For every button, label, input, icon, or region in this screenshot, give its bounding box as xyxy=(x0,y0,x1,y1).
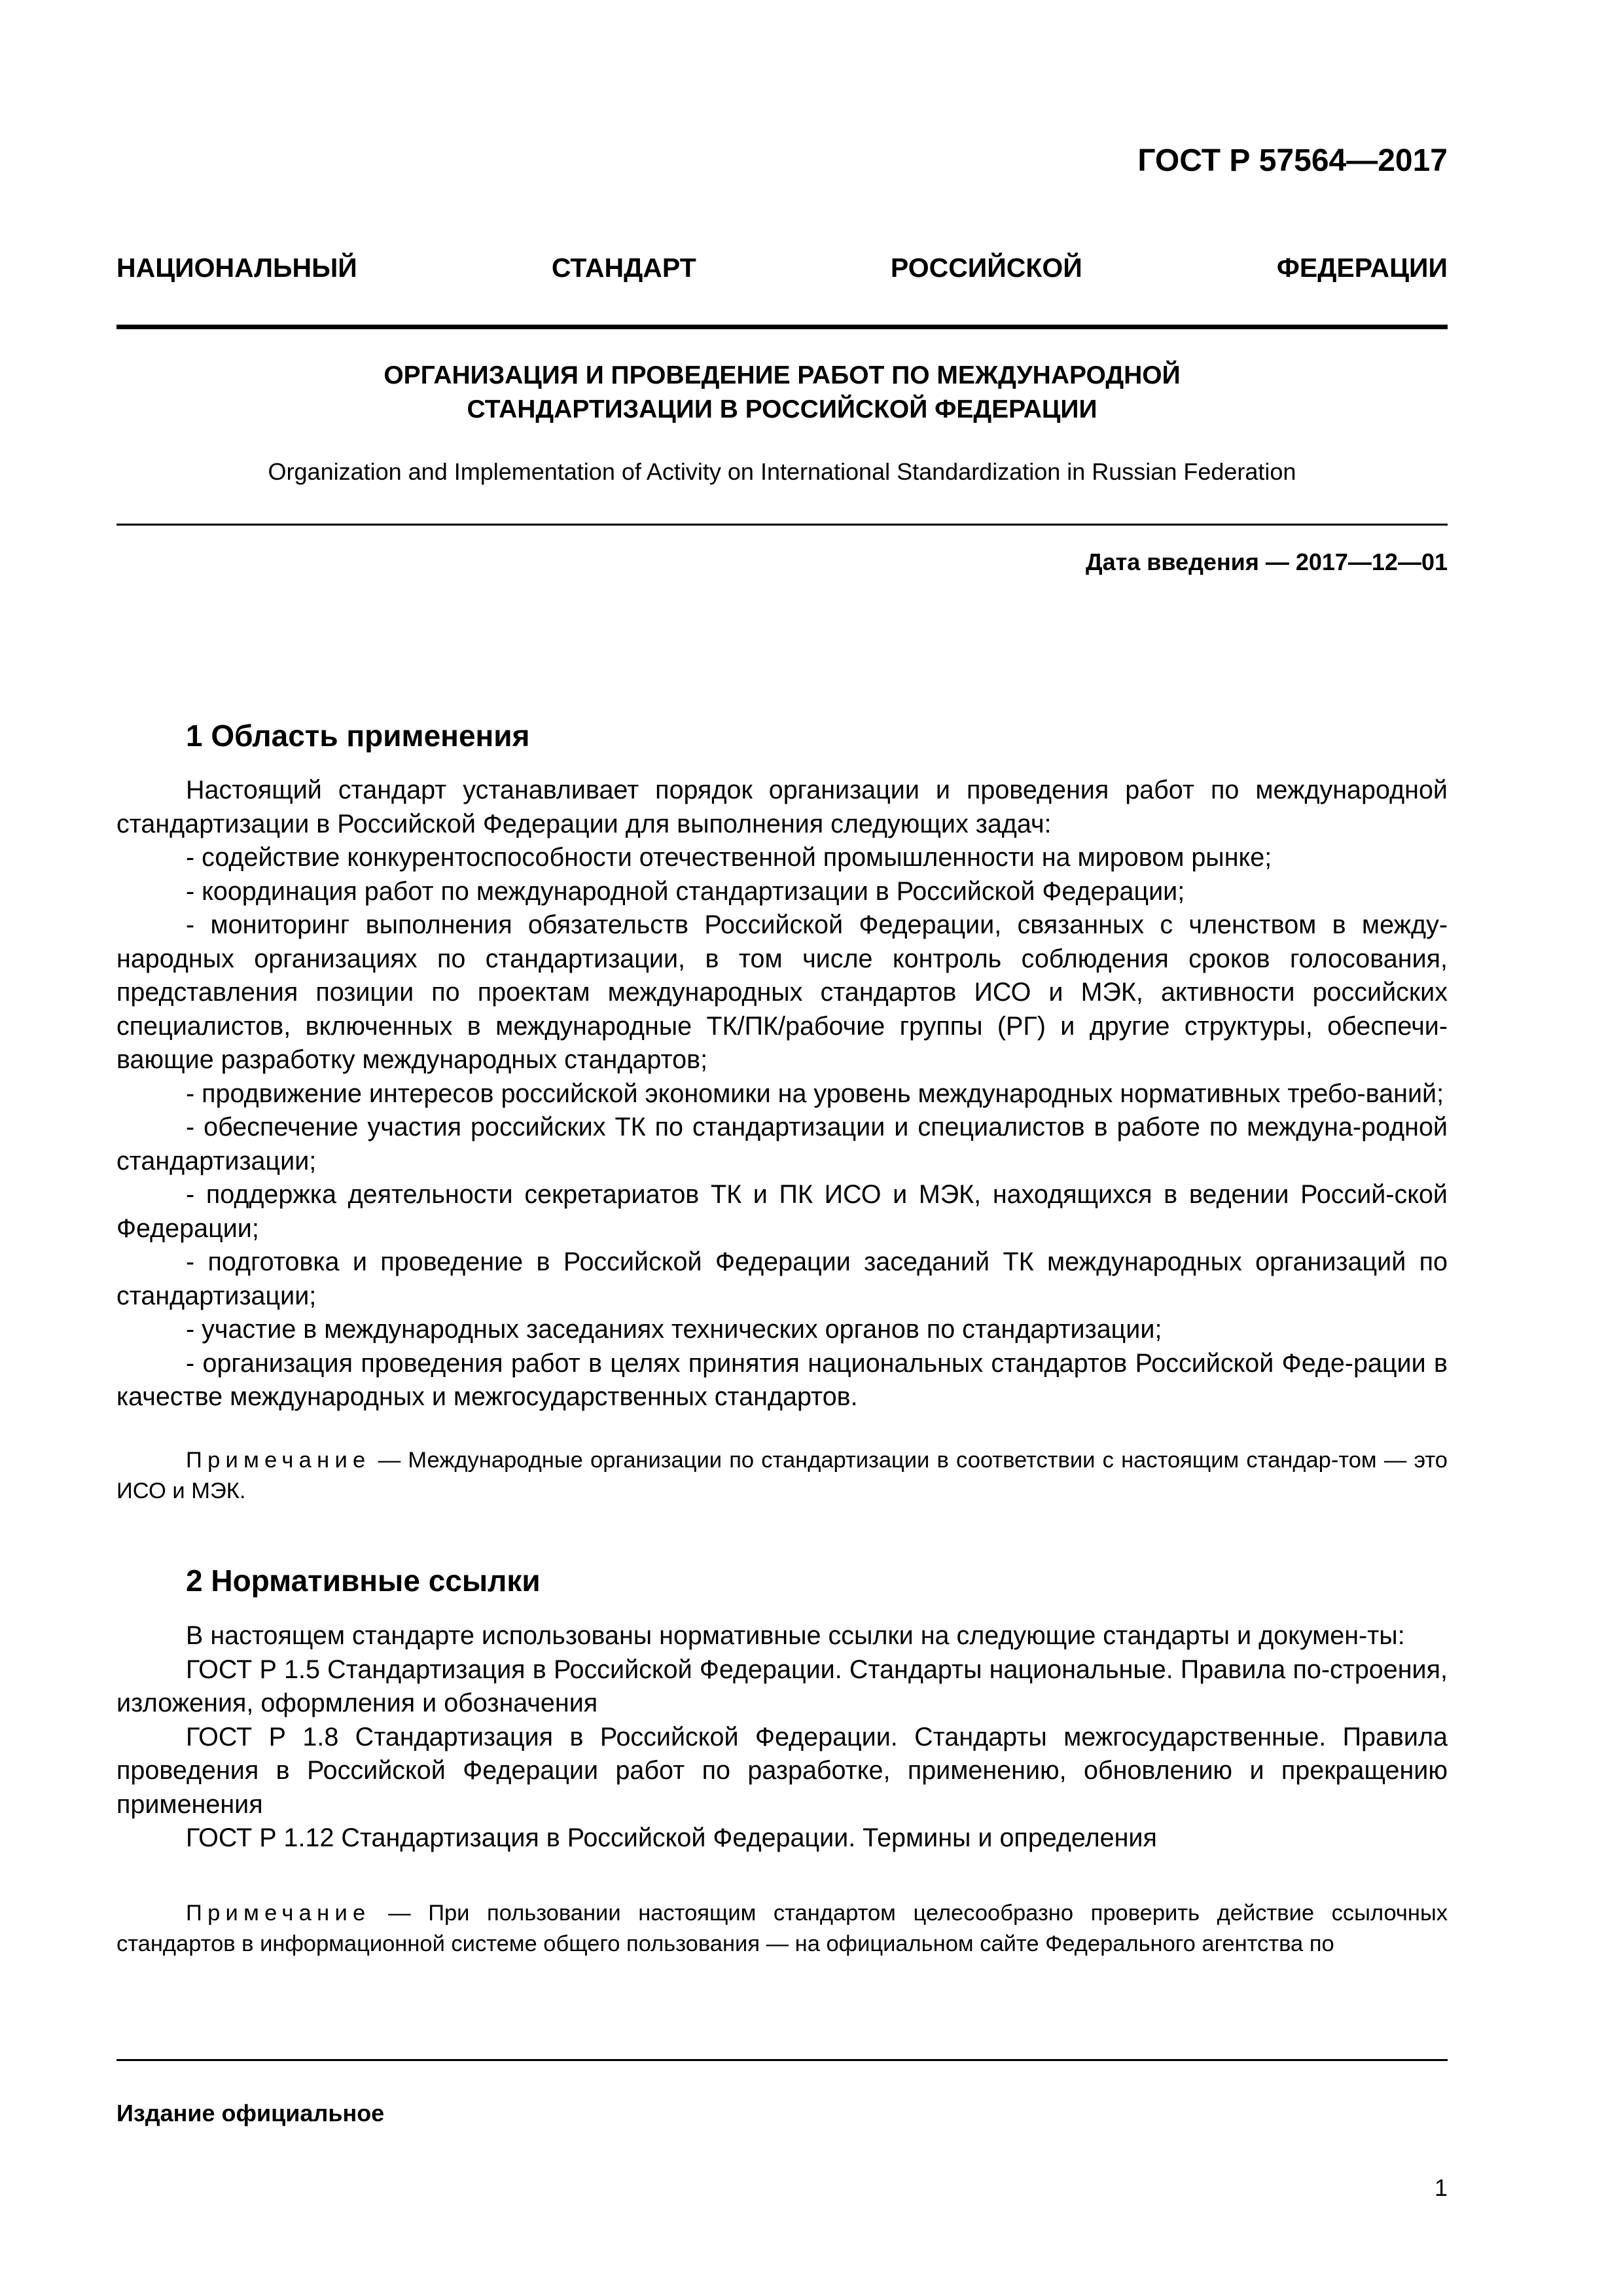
document-title-en: Organization and Implementation of Activity on International Standardization in Russian Federation xyxy=(268,458,1296,485)
document-title-ru xyxy=(116,359,1448,427)
section-1-note xyxy=(116,1445,1448,1507)
section-1-list-item: - продвижение интересов российской экономики на уровень международных нормативных требо-ваний; xyxy=(186,1079,1444,1108)
title-ru-line-2: СТАНДАРТИЗАЦИИ В РОССИЙСКОЙ ФЕДЕРАЦИИ xyxy=(467,395,1097,423)
normative-reference: ГОСТ Р 1.8 Стандартизация в Российской Федерации. Стандарты межгосударственные. Правила проведения в Российской Федерации работ по разработке, применению, обновлению и прекращению применения xyxy=(116,1722,1448,1819)
section-1-list-item: - координация работ по международной стандартизации в Российской Федерации; xyxy=(186,876,1185,906)
note-text: — При пользовании настоящим стандартом целесообразно проверить действие ссылочных стандартов в информационной системе общего пользования — на официальном сайте Федерального агентства по xyxy=(116,1901,1448,1956)
note-label: Примечание xyxy=(186,1901,371,1926)
section-1-heading: 1 Область применения xyxy=(186,719,530,753)
section-1-list-item: - поддержка деятельности секретариатов ТК и ПК ИСО и МЭК, находящихся в ведении Россий-ской Федерации; xyxy=(116,1180,1448,1243)
section-2-note xyxy=(116,1898,1448,1960)
footer-divider xyxy=(116,2059,1448,2061)
section-2-paragraph: В настоящем стандарте использованы нормативные ссылки на следующие стандарты и докумен-ты: xyxy=(186,1621,1405,1650)
section-2-body xyxy=(116,1619,1448,1856)
introduction-date: Дата введения — 2017—12—01 xyxy=(1085,548,1448,575)
title-divider xyxy=(116,524,1448,526)
document-number: ГОСТ Р 57564—2017 xyxy=(1137,143,1448,178)
section-1-list-item: - содействие конкурентоспособности отечественной промышленности на мировом рынке; xyxy=(186,843,1272,872)
normative-reference: ГОСТ Р 1.12 Стандартизация в Российской Федерации. Термины и определения xyxy=(186,1823,1157,1852)
official-edition-label: Издание официальное xyxy=(116,2100,385,2126)
national-standard-banner: НАЦИОНАЛЬНЫЙ СТАНДАРТ РОССИЙСКОЙ ФЕДЕРАЦИИ xyxy=(116,253,1448,283)
section-1-list-item: - подготовка и проведение в Российской Федерации заседаний ТК международных организаций по стандартизации; xyxy=(116,1247,1448,1310)
section-1-list-item: - обеспечение участия российских ТК по стандартизации и специалистов в работе по междуна-родной стандартизации; xyxy=(116,1113,1448,1175)
page-number: 1 xyxy=(1434,2174,1448,2201)
note-label: Примечание xyxy=(186,1448,371,1473)
section-1-paragraph: Настоящий стандарт устанавливает порядок организации и проведения работ по международной стандартизации в Российской Федерации для выполнения следующих задач: xyxy=(116,776,1448,838)
section-1-list-item: - мониторинг выполнения обязательств Российской Федерации, связанных с членством в между-народных организациях по стандартизации, в том числе контроль соблюдения сроков голосования, представления позиции по проектам международных стандартов ИСО и МЭК, активности российских специалистов, включенных в международные ТК/ПК/рабочие группы (РГ) и другие структуры, обеспечи-вающие разработку международных стандартов; xyxy=(116,910,1448,1074)
section-1-list-item: - участие в международных заседаниях технических органов по стандартизации; xyxy=(186,1315,1162,1344)
section-1-list-item: - организация проведения работ в целях принятия национальных стандартов Российской Феде-рации в качестве международных и межгосударственных стандартов. xyxy=(116,1348,1448,1411)
note-text: — Международные организации по стандартизации в соответствии с настоящим стандар-том — это ИСО и МЭК. xyxy=(116,1448,1448,1503)
title-ru-line-1: ОРГАНИЗАЦИЯ И ПРОВЕДЕНИЕ РАБОТ ПО МЕЖДУНАРОДНОЙ xyxy=(383,361,1181,389)
header-divider xyxy=(116,325,1448,329)
section-1-body xyxy=(116,774,1448,1414)
normative-reference: ГОСТ Р 1.5 Стандартизация в Российской Федерации. Стандарты национальные. Правила по-строения, изложения, оформления и обозначения xyxy=(116,1655,1448,1717)
section-2-heading: 2 Нормативные ссылки xyxy=(186,1564,541,1598)
